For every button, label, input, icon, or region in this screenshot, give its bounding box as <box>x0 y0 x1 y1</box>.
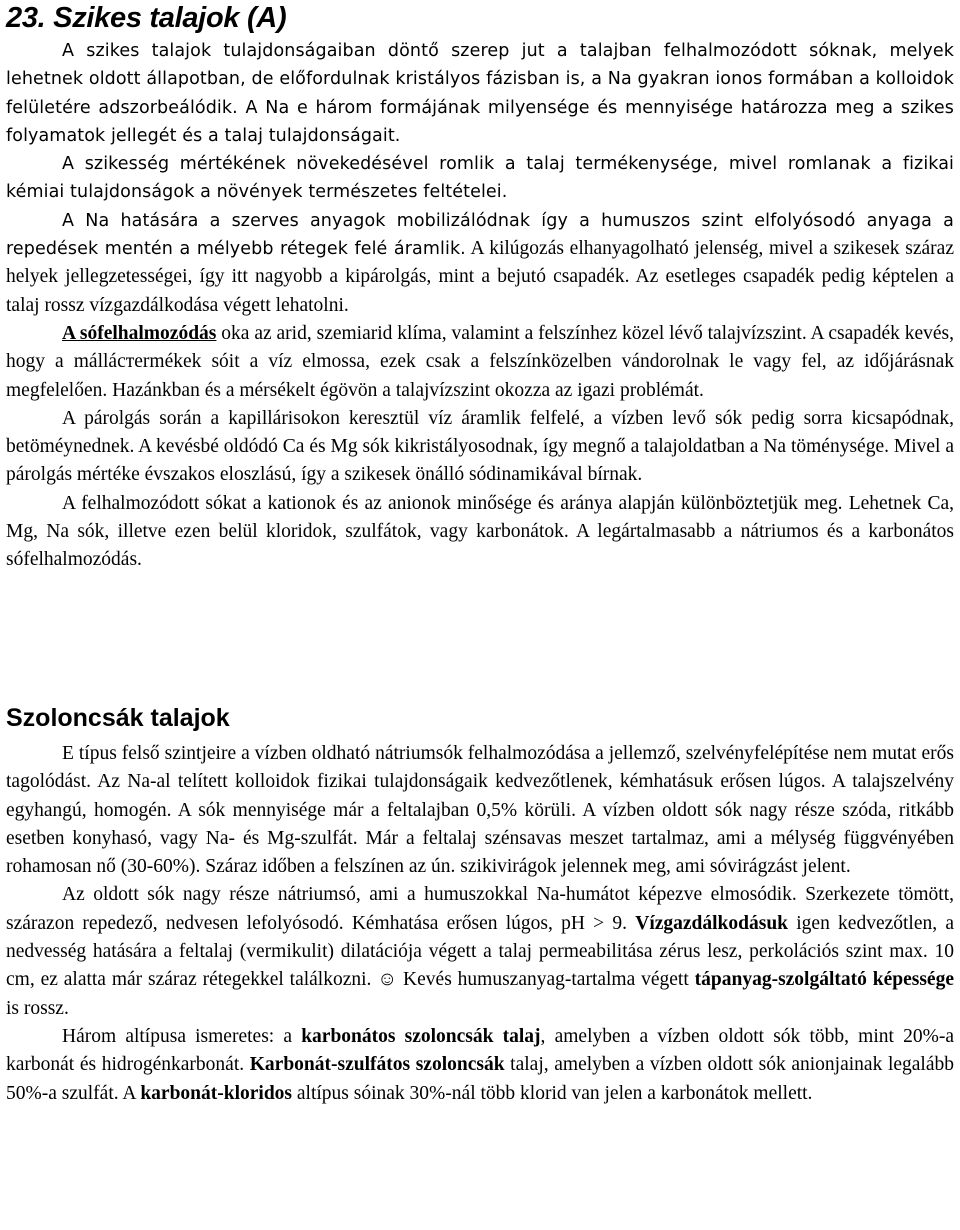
paragraph: A felhalmozódott sókat a kationok és az anionok minősége és aránya alapján különböztetjük meg. Lehetnek Ca, Mg, Na sók, illetve ezen belül kloridok, szulfátok, vagy karbonátok. A legártalmasabb a nátriumos és a karbonátos sófelhalmozódás. <box>6 492 954 571</box>
subsection-title: Szoloncsák talajok <box>6 704 230 732</box>
subsection-body <box>6 740 954 1108</box>
section-body <box>6 37 954 575</box>
paragraph: Az oldott sók nagy része nátriumsó, ami a humuszokkal Na-humátot képezve elmosódik. Szerkezete tömött, szárazon repedező, nedvesen lefolyósodó. Kémhatása erősen lúgos, pH > 9. Vízgazdálkodásuk igen kedvezőtlen, a nedvesség hatására a feltalaj (vermikulit) dilatációja végett a talaj permeabilitása zérus lesz, perkolációs szint max. 10 cm, ez alatta már száraz rétegekkel találkozni. ☺ Kevés humuszanyag-tartalma végett tápanyag-szolgáltató képessége is rossz. <box>6 884 954 1019</box>
bold-term: Vízgazdálkodásuk <box>635 912 789 934</box>
paragraph: A szikes talajok tulajdonságaiban döntő szerep jut a talajban felhalmozódott sóknak, melyek lehetnek oldott állapotban, de előfordulnak kristályos fázisban is, a Na gyakran ionos formában a kolloidok felületére adszorbeálódik. A Na e három formájának milyensége és mennyisége határozza meg a szikes folyamatok jellegét és a talaj tulajdonságait. <box>6 41 954 146</box>
bold-term: A sófelhalmozódás <box>62 322 217 344</box>
paragraph: A párolgás során a kapillárisokon keresztül víz áramlik felfelé, a vízben levő sók pedig sorra kicsapódnak, betöméynednek. A kevésbé oldódó Ca és Mg sók kikristályosodnak, így megnő a talajoldatban a Na töménysége. Mivel a párolgás mértéke évszakos eloszlású, így a szikesek önálló sódinamikával bírnak. <box>6 407 954 486</box>
paragraph: A sófelhalmozódás oka az arid, szemiarid klíma, valamint a felszínhez közel lévő talajvízszint. A csapadék kevés, hogy a málláстermékek sóit a víz elmossa, ezek csak a felszínközelben vándorolnak le vagy fel, az időjárásnak megfelelően. Hazánkban és a mérsékelt égövön a talajvízszint okozza az igazi problémát. <box>6 322 955 401</box>
paragraph: A Na hatására a szerves anyagok mobilizálódnak így a humuszos szint elfolyósodó anyaga a repedések mentén a mélyebb rétegek felé áramlik. A kilúgozás elhanyagolható jelenség, mivel a szikesek száraz helyek jellegzetességei, így itt nagyobb a kipárolgás, mint a bejutó csapadék. Az esetleges csapadék pedig képtelen a talaj rossz vízgazdálkodása végett lehatolni. <box>6 210 954 316</box>
bold-term: tápanyag-szolgáltató képessége <box>694 969 954 991</box>
paragraph: A szikesség mértékének növekedésével romlik a talaj termékenysége, mivel romlanak a fizikai kémiai tulajdonságok a növények természetes feltételei. <box>6 154 954 203</box>
bold-term: Karbonát-szulfátos szoloncsák <box>249 1054 505 1076</box>
paragraph: Három altípusa ismeretes: a karbonátos szoloncsák talaj, amelyben a vízben oldott sók több, mint 20%-a karbonát és hidrogénkarbonát. Karbonát-szulfátos szoloncsák talaj, amelyben a vízben oldott sók anionjainak legalább 50%-a szulfát. A karbonát-kloridos altípus sóinak 30%-nál több klorid van jelen a karbonátok mellett. <box>6 1025 955 1104</box>
section-title: 23. Szikes talajok (A) <box>6 2 287 34</box>
bold-term: karbonátos szoloncsák talaj <box>301 1025 541 1047</box>
bold-term: karbonát-kloridos <box>140 1082 293 1104</box>
paragraph: E típus felső szintjeire a vízben oldható nátriumsók felhalmozódása a jellemző, szelvényfelépítése nem mutat erős tagolódást. Az Na-al telített kolloidok fizikai tulajdonságaik kedvezőtlenek, kémhatásuk erősen lúgos. A talajszelvény egyhangú, homogén. A sók mennyisége már a feltalajban 0,5% körüli. A vízben oldott sók nagy része szóda, ritkább esetben konyhasó, vagy Na- és Mg-szulfát. Már a feltalaj szénsavas meszet tartalmaz, ami a mélység függvényében rohamosan nő (30-60%). Száraz időben a felszínen az ún. szikivirágok jelennek meg, ami sóvirágzást jelent. <box>6 743 954 878</box>
